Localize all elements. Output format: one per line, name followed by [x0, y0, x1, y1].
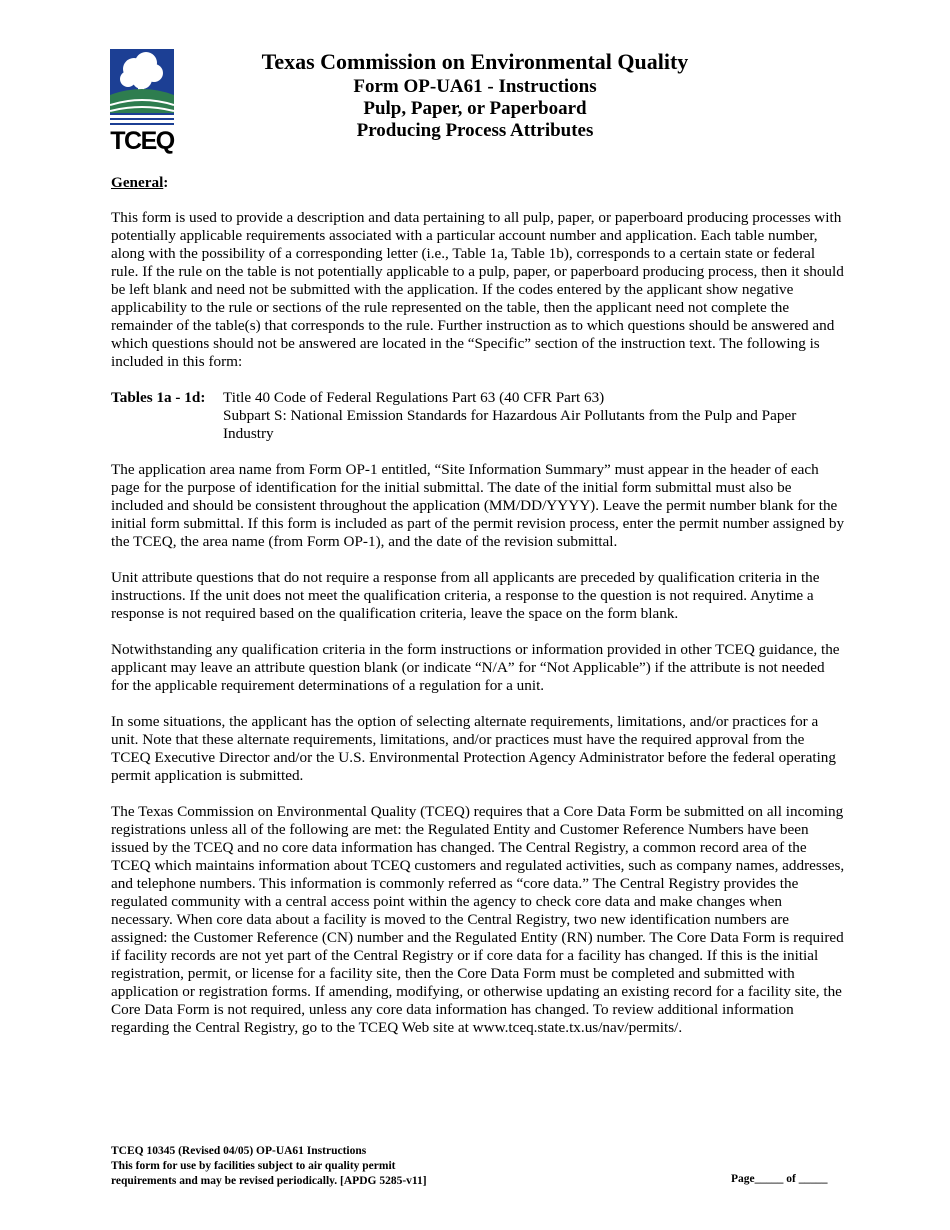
form-subtitle-2: Producing Process Attributes [356, 120, 594, 141]
tables-label: Tables 1a - 1d: [111, 389, 206, 406]
footer-line-1: TCEQ 10345 (Revised 04/05) OP-UA61 Instructions [111, 1145, 367, 1157]
paragraph-qualification-criteria: Unit attribute questions that do not require a response from all applicants are preceded by qualification criteria in the instructions. If the unit does not meet the qualification criteria, a response to the question is not required. Anytime a response is not required based on the qualification criteria, leave the space on the form blank. [111, 569, 820, 622]
instructions-body [111, 174, 846, 1055]
footer-line-3: requirements and may be revised periodically. [APDG 5285-v11] [111, 1175, 427, 1187]
page-number: Page_____ of _____ [731, 1173, 828, 1185]
tables-line-2: Subpart S: National Emission Standards for Hazardous Air Pollutants from the Pulp and Paper Industry [223, 407, 797, 442]
form-subtitle-1: Pulp, Paper, or Paperboard [363, 98, 587, 119]
paragraph-core-data: The Texas Commission on Environmental Quality (TCEQ) requires that a Core Data Form be submitted on all incoming registrations unless all of the following are met: the Regulated Entity and Customer Reference Numbers have been issued by the TCEQ and no core data information has changed. The Central Registry, a common record area of the TCEQ which maintains information about TCEQ customers and regulated activities, such as company names, addresses, and telephone numbers. This information is commonly referred as “core data.” The Central Registry provides the regulated community with a central access point within the agency to check core data and make changes when necessary. When core data about a facility is moved to the Central Registry, two new identification numbers are assigned: the Customer Reference (CN) number and the Regulated Entity (RN) number. The Core Data Form is required if facility records are not yet part of the Central Registry or if core data for a facility has changed. If this is the initial registration, permit, or license for a facility site, then the Core Data Form must be completed and submitted with application or registration forms. If amending, modifying, or otherwise updating an existing record for a facility site, the Core Data Form is not required, unless any core data information has changed. To review additional information regarding the Central Registry, go to the TCEQ Web site at www.tceq.state.tx.us/nav/permits/. [111, 803, 845, 1036]
tceq-logo [110, 49, 174, 157]
heading-colon: : [163, 174, 169, 191]
title-block [230, 48, 720, 142]
tables-description [223, 389, 846, 443]
paragraph-application-area: The application area name from Form OP-1 entitled, “Site Information Summary” must appear in the header of each page for the purpose of identification for the initial submittal. The date of the initial form submittal must also be included and should be consistent throughout the application (MM/DD/YYYY). Leave the permit number blank for the initial form submittal. If this form is included as part of the permit revision process, enter the permit number assigned by the TCEQ, the area name (from Form OP-1), and the date of the revision submittal. [111, 461, 845, 550]
footer-form-info [111, 1144, 427, 1189]
general-heading: General [111, 174, 164, 191]
section-heading [111, 174, 846, 192]
paragraph-not-applicable: Notwithstanding any qualification criteria in the form instructions or information provided in other TCEQ guidance, the applicant may leave an attribute question blank (or indicate “N/A” for “Not Applicable”) if the attribute is not needed for the applicable requirement determinations of a regulation for a unit. [111, 641, 840, 694]
footer-line-2: This form for use by facilities subject to air quality permit [111, 1160, 396, 1172]
tables-line-1: Title 40 Code of Federal Regulations Part 63 (40 CFR Part 63) [223, 389, 605, 406]
paragraph-form-purpose: This form is used to provide a description and data pertaining to all pulp, paper, or paperboard producing processes with potentially applicable requirements associated with a particular account number and application. Each table number, along with the possibility of a corresponding letter (i.e., Table 1a, Table 1b), corresponds to a certain state or federal rule. If the rule on the table is not potentially applicable to a pulp, paper, or paperboard producing process, then it should be left blank and need not be submitted with the application. If the codes entered by the applicant show negative applicability to the rule or sections of the rule represented on the table, then the applicant need not complete the remainder of the table(s) that corresponds to the rule. Further instruction as to which questions should be answered and which questions should not be answered are located in the “Specific” section of the instruction text. The following is included in this form: [111, 209, 844, 370]
tables-included [111, 389, 846, 443]
org-title: Texas Commission on Environmental Quality [261, 49, 689, 74]
logo-text: TCEQ [110, 127, 174, 155]
form-title: Form OP-UA61 - Instructions [353, 76, 597, 97]
paragraph-alternate-requirements: In some situations, the applicant has the option of selecting alternate requirements, limitations, and/or practices for a unit. Note that these alternate requirements, limitations, and/or practices must have the required approval from the TCEQ Executive Director and/or the U.S. Environmental Protection Agency Administrator before the federal operating permit application is submitted. [111, 713, 836, 784]
